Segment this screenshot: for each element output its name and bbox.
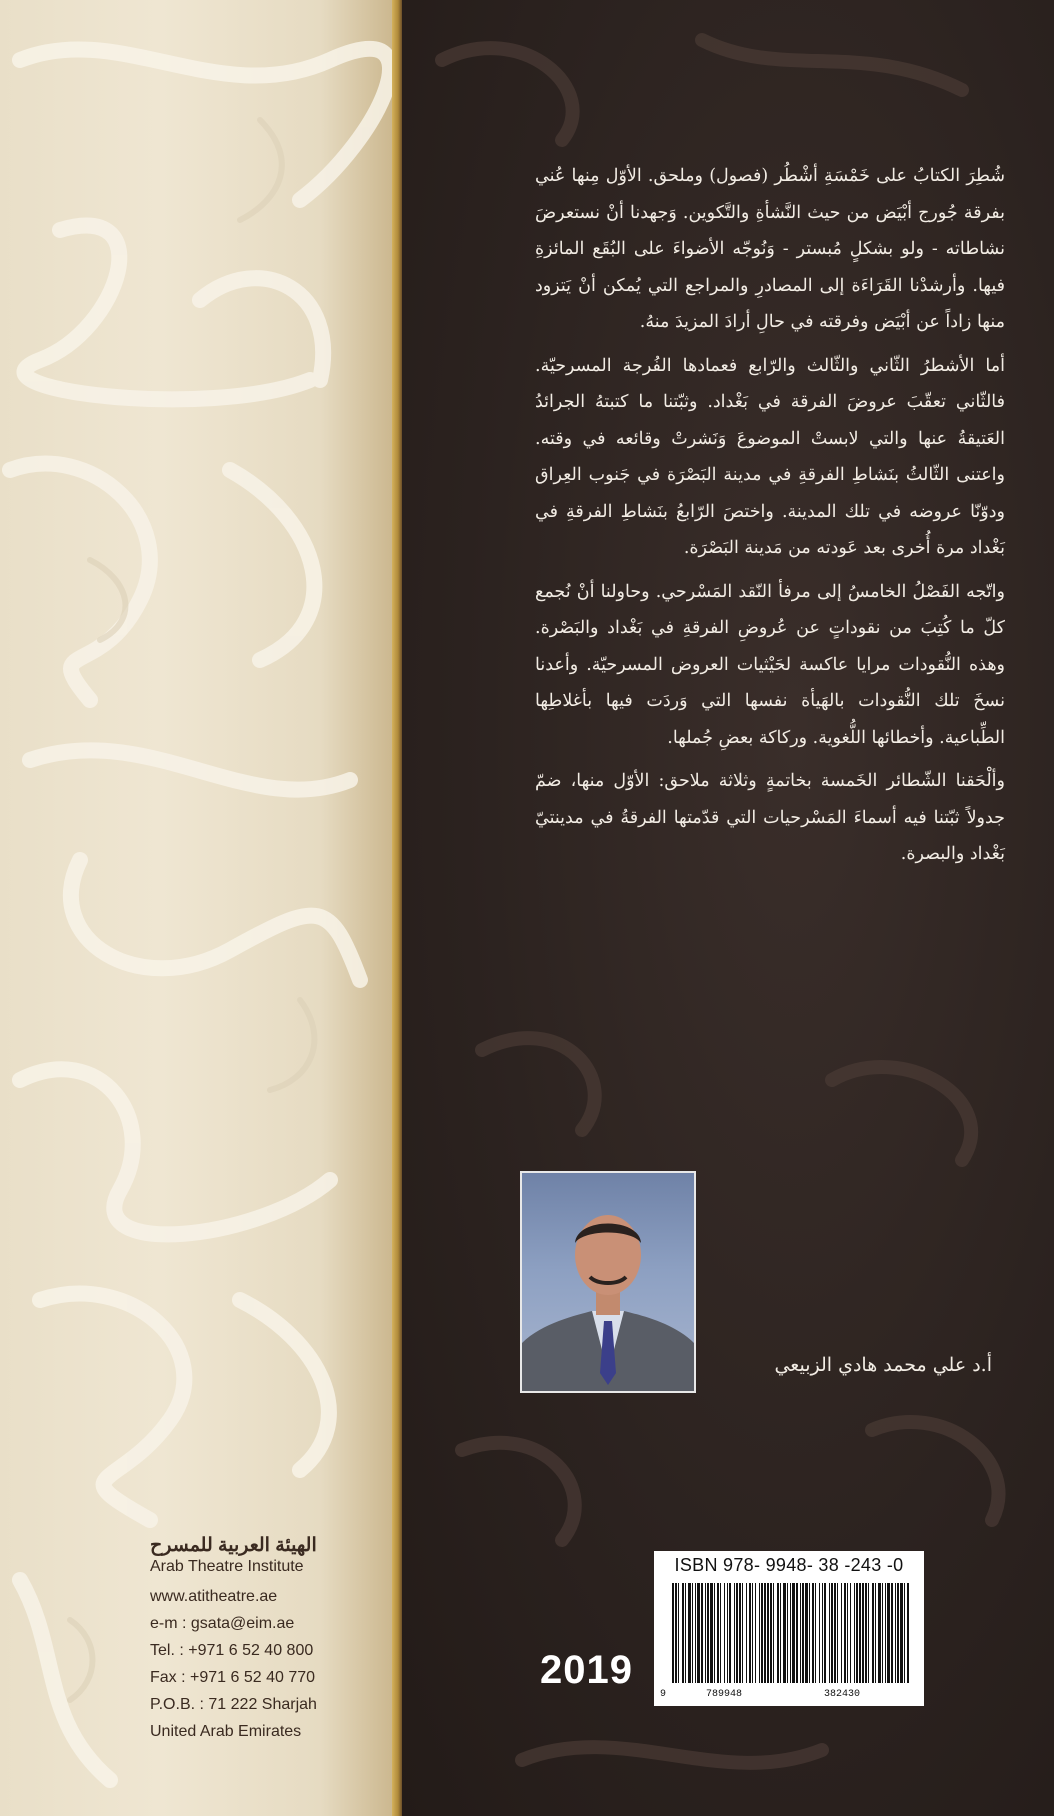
publisher-website: www.atitheatre.ae bbox=[150, 1588, 278, 1605]
isbn-barcode bbox=[654, 1551, 924, 1706]
author-portrait-icon bbox=[522, 1173, 694, 1391]
strip-gold-edge bbox=[392, 0, 402, 1816]
text-paragraph-1: شُطِرَ الكتابُ على خَمْسَةِ أشْطُر (فصول) وملحق. الأوّل مِنها عُني بفرقة جُورج أبْيَض من حيث النَّشأةِ والتَّكوين. وَجهدنا أنْ نستعرضَ نشاطاته - ولو بشكلٍ مُبستر - وَنُوجّه الأضواءَ على البُقَع المائزةِ فيها. وأرشدْنا القَرَاءَة إلى المصادرِ والمراجع التي يُمكن أنْ يَتزود منها زاداً عن أبْيَض وفرقته في حالِ أرادَ المزيدَ منهُ. bbox=[535, 166, 1005, 332]
text-paragraph-3: واتّجه الفَصْلُ الخامسُ إلى مرفأ النّقد المَسْرحي. وحاولنا أنْ نُجمع كلّ ما كُتِبَ من نقوداتٍ عن عُروضِ الفرقةِ في بَغْداد والبَصْرة. وهذه النُّقودات مرايا عاكسة لحَيْثيات العروض المسرحيّة. وأعدنا نسخَ تلك النُّقودات بالهَيأة نفسها التي وَردَت فيها بأغلاطِها الطِّباعية. وأخطائها اللُّغوية. وركاكة بعضِ جُملها. bbox=[535, 581, 1005, 748]
publisher-name-en: Arab Theatre Institute bbox=[150, 1558, 304, 1575]
back-cover-text bbox=[535, 158, 1005, 880]
author-name: أ.د علي محمد هادي الزبيعي bbox=[774, 1354, 992, 1376]
barcode-digits-left: 789948 bbox=[706, 1689, 743, 1700]
text-paragraph-4: وألْحَقنا الشّطائر الخَمسة بخاتمةٍ وثلاثة ملاحق: الأوّل منها، ضمّ جدولاً ثبّتنا فيه أسماءَ المَسْرحيات التي قدّمتها الفرقةُ في مدينتيّ بَغْداد والبصرة. bbox=[535, 771, 1005, 864]
author-photo bbox=[520, 1171, 696, 1393]
isbn-number: ISBN 978- 9948- 38 -243 -0 bbox=[674, 1555, 904, 1575]
publisher-tel: Tel. : +971 6 52 40 800 bbox=[150, 1642, 314, 1659]
publisher-email: e-m : gsata@eim.ae bbox=[150, 1615, 295, 1632]
barcode-bars bbox=[672, 1583, 912, 1683]
publication-year: 2019 bbox=[540, 1648, 633, 1692]
publisher-name-ar: الهيئة العربية للمسرح bbox=[150, 1535, 317, 1556]
barcode-digits-right: 382430 bbox=[824, 1689, 861, 1700]
barcode-digit-prefix: 9 bbox=[660, 1689, 667, 1700]
text-paragraph-2: أما الأشطرُ الثّاني والثّالث والرّابع فعمادها الفُرجة المسرحيّة. فالثّاني تعقّبَ عروضَ الفرقة في بَغْداد. وثبّتنا ما كتبتهُ الجرائدُ العَتيقةُ عنها والتي لابستْ الموضوعَ وَنَشرتْ وقائعه في وقته. واعتنى الثّالثُ بنَشاطِ الفرقةِ في مدينة البَصْرَة في جَنوب العِراق ودوّنّا عروضه في تلك المدينة. واختصَ الرّابعُ بنَشاطِ الفرقةِ في بَغْداد مرة أُخرى بعد عَودته من مَدينة البَصْرَة. bbox=[535, 355, 1005, 558]
publisher-fax: Fax : +971 6 52 40 770 bbox=[150, 1669, 316, 1686]
publisher-pob: P.O.B. : 71 222 Sharjah bbox=[150, 1696, 317, 1713]
publisher-info bbox=[150, 1535, 390, 1745]
publisher-country: United Arab Emirates bbox=[150, 1723, 302, 1740]
